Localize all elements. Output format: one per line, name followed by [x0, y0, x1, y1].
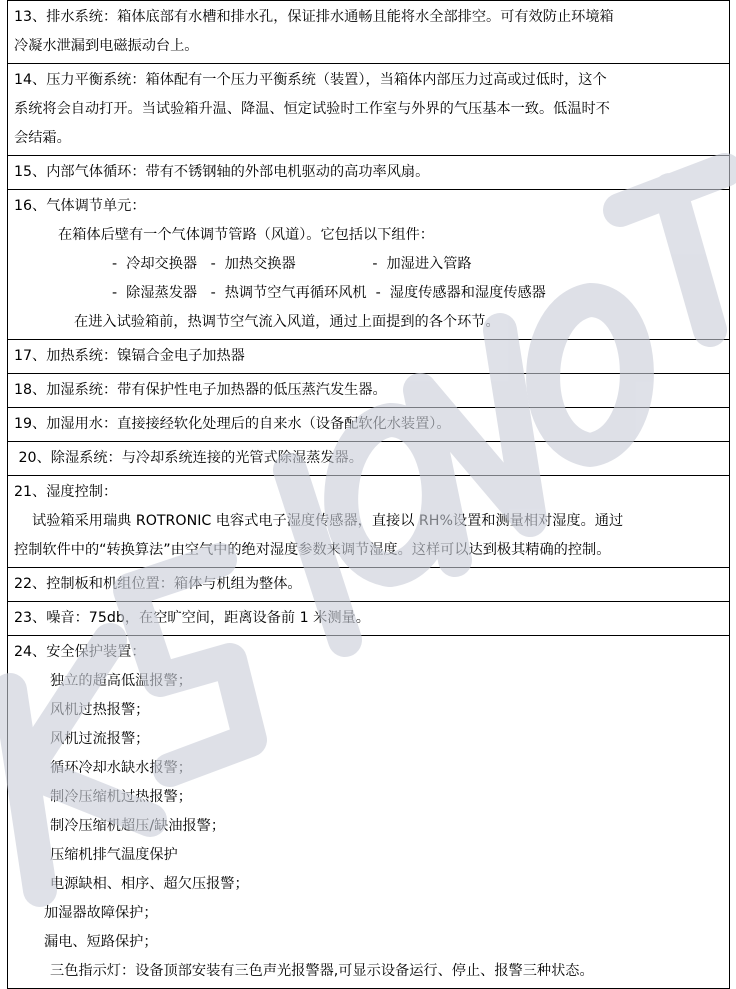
- row-13-line-2: 冷凝水泄漏到电磁振动台上。: [14, 38, 199, 54]
- row-20-cell: [8, 442, 730, 476]
- row-24-item-11: 三色指示灯：设备顶部安装有三色声光报警器,可显示设备运行、停止、报警三种状态。: [50, 963, 594, 979]
- row-23-cell: [8, 602, 730, 636]
- row-24-item-7: 压缩机排气温度保护: [50, 847, 178, 863]
- row-23: [8, 602, 730, 636]
- row-24: [8, 636, 730, 989]
- row-24-item-3: 风机过流报警；: [50, 731, 150, 747]
- row-24-item-2: 风机过热报警；: [50, 702, 150, 718]
- row-24-item-4: 循环冷却水缺水报警；: [50, 760, 192, 776]
- row-16-intro: 在箱体后壁有一个气体调节管路（风道）。它包括以下组件：: [58, 227, 434, 243]
- row-18-line-1: 18、加湿系统：带有保护性电子加热器的低压蒸汽发生器。: [14, 382, 387, 398]
- spec-sheet: [7, 0, 730, 989]
- row-17-cell: [8, 340, 730, 374]
- row-24-title: 24、安全保护装置：: [14, 644, 146, 660]
- row-21-line-1: 试验箱采用瑞典 ROTRONIC 电容式电子湿度传感器，直接以 RH%设置和测量相对湿度。通过: [14, 513, 624, 529]
- row-21-cell: [8, 476, 730, 568]
- row-14-line-1: 14、压力平衡系统：箱体配有一个压力平衡系统（装置），当箱体内部压力过高或过低时，这个: [14, 72, 607, 88]
- row-24-item-1: 独立的超高低温报警；: [50, 673, 192, 689]
- row-24-item-9: 加湿器故障保护；: [44, 905, 158, 921]
- row-22: [8, 568, 730, 602]
- row-21-line-2: 控制软件中的“转换算法”由空气中的绝对湿度参数来调节湿度。这样可以达到极其精确的控制。: [14, 542, 611, 558]
- row-20-line-1: 20、除湿系统：与冷却系统连接的光管式除湿蒸发器。: [14, 450, 363, 466]
- row-14-line-2: 系统将会自动打开。当试验箱升温、降温、恒定试验时工作室与外界的气压基本一致。低温时不: [14, 101, 610, 117]
- row-22-cell: [8, 568, 730, 602]
- row-24-item-6: 制冷压缩机超压/缺油报警；: [50, 818, 226, 834]
- row-18: [8, 374, 730, 408]
- row-20: [8, 442, 730, 476]
- row-23-line-1: 23、噪音：75db，在空旷空间，距离设备前 1 米测量。: [14, 610, 370, 626]
- row-14-line-3: 会结霜。: [14, 130, 71, 146]
- row-15-cell: [8, 156, 730, 190]
- row-22-line-1: 22、控制板和机组位置：箱体与机组为整体。: [14, 576, 302, 592]
- row-21-title: 21、湿度控制：: [14, 484, 118, 500]
- row-17: [8, 340, 730, 374]
- row-16-components-2: - 除湿蒸发器 - 热调节空气再循环风机 - 湿度传感器和湿度传感器: [112, 285, 546, 301]
- row-14-cell: [8, 64, 730, 156]
- row-14: [8, 64, 730, 156]
- row-24-item-10: 漏电、短路保护；: [44, 934, 158, 950]
- row-15: [8, 156, 730, 190]
- row-24-item-8: 电源缺相、相序、超欠压报警；: [50, 876, 249, 892]
- row-19: [8, 408, 730, 442]
- row-19-line-1: 19、加湿用水：直接接经软化处理后的自来水（设备配软化水装置）。: [14, 416, 451, 432]
- row-15-line-1: 15、内部气体循环：带有不锈钢轴的外部电机驱动的高功率风扇。: [14, 164, 430, 180]
- row-13-line-1: 13、排水系统：箱体底部有水槽和排水孔，保证排水通畅且能将水全部排空。可有效防止环境箱: [14, 9, 614, 25]
- row-16-outro: 在进入试验箱前，热调节空气流入风道，通过上面提到的各个环节。: [74, 314, 500, 330]
- row-16-components-1: - 冷却交换器 - 加热交换器 - 加湿进入管路: [112, 256, 472, 272]
- row-16-cell: [8, 190, 730, 340]
- row-16: [8, 190, 730, 340]
- spec-table: [7, 0, 730, 989]
- row-13-cell: [8, 1, 730, 64]
- row-16-title: 16、气体调节单元：: [14, 198, 146, 214]
- row-19-cell: [8, 408, 730, 442]
- row-24-item-5: 制冷压缩机过热报警；: [50, 789, 192, 805]
- row-18-cell: [8, 374, 730, 408]
- row-21: [8, 476, 730, 568]
- row-24-cell: [8, 636, 730, 989]
- row-17-line-1: 17、加热系统：镍镉合金电子加热器: [14, 348, 245, 364]
- row-13: [8, 1, 730, 64]
